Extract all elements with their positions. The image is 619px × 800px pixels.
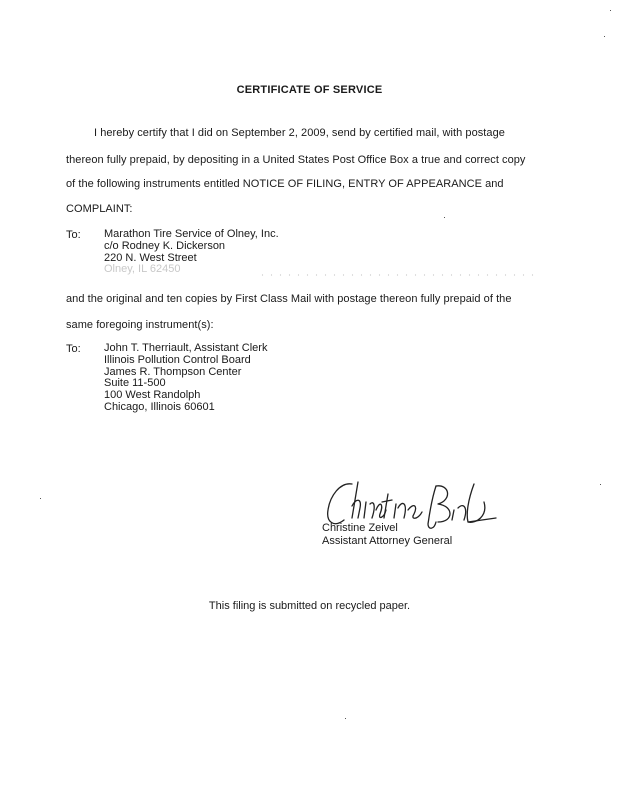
- recipient-1-line: c/o Rodney K. Dickerson: [104, 239, 226, 252]
- recipient-2-address: [104, 343, 267, 414]
- signer-title: Assistant Attorney General: [322, 535, 453, 547]
- recipient-2-line: 100 West Randolph: [104, 389, 201, 402]
- document-title: CERTIFICATE OF SERVICE: [236, 84, 383, 96]
- recipient-2-line: John T. Therriault, Assistant Clerk: [104, 342, 268, 354]
- scan-speck: [600, 484, 601, 485]
- scan-artifact-dots: [258, 274, 538, 276]
- scan-speck: [610, 10, 611, 11]
- recipient-1-line: Olney, IL 62450: [104, 263, 181, 276]
- body-line-4: COMPLAINT:: [66, 203, 133, 215]
- recipient-1-line: 220 N. West Street: [104, 251, 197, 264]
- recipient-1-line: Marathon Tire Service of Olney, Inc.: [104, 228, 279, 240]
- signer-block: [322, 522, 452, 548]
- recycled-paper-note: This filing is submitted on recycled paper.: [208, 600, 411, 612]
- scan-speck: [40, 498, 41, 499]
- recipient-1-address: [104, 229, 279, 276]
- middle-line-1: and the original and ten copies by First Class Mail with postage thereon fully prepaid of the: [66, 293, 512, 305]
- scan-speck: [345, 718, 346, 719]
- recipient-2-line: Suite 11-500: [104, 377, 166, 390]
- body-line-2: thereon fully prepaid, by depositing in a United States Post Office Box a true and correct copy: [66, 154, 526, 166]
- recipient-2-line: James R. Thompson Center: [104, 365, 242, 378]
- signer-name: Christine Zeivel: [322, 522, 398, 534]
- scan-speck: [604, 36, 605, 37]
- body-line-1: I hereby certify that I did on September 2, 2009, send by certified mail, with postage: [94, 127, 505, 139]
- body-line-3: of the following instruments entitled NOTICE OF FILING, ENTRY OF APPEARANCE and: [66, 178, 504, 190]
- scan-speck: [444, 217, 445, 218]
- to-label-2: To:: [66, 343, 81, 355]
- recipient-2-line: Illinois Pollution Control Board: [104, 353, 251, 366]
- recipient-2-line: Chicago, Illinois 60601: [104, 400, 215, 413]
- to-label-1: To:: [66, 229, 81, 241]
- middle-line-2: same foregoing instrument(s):: [66, 319, 214, 331]
